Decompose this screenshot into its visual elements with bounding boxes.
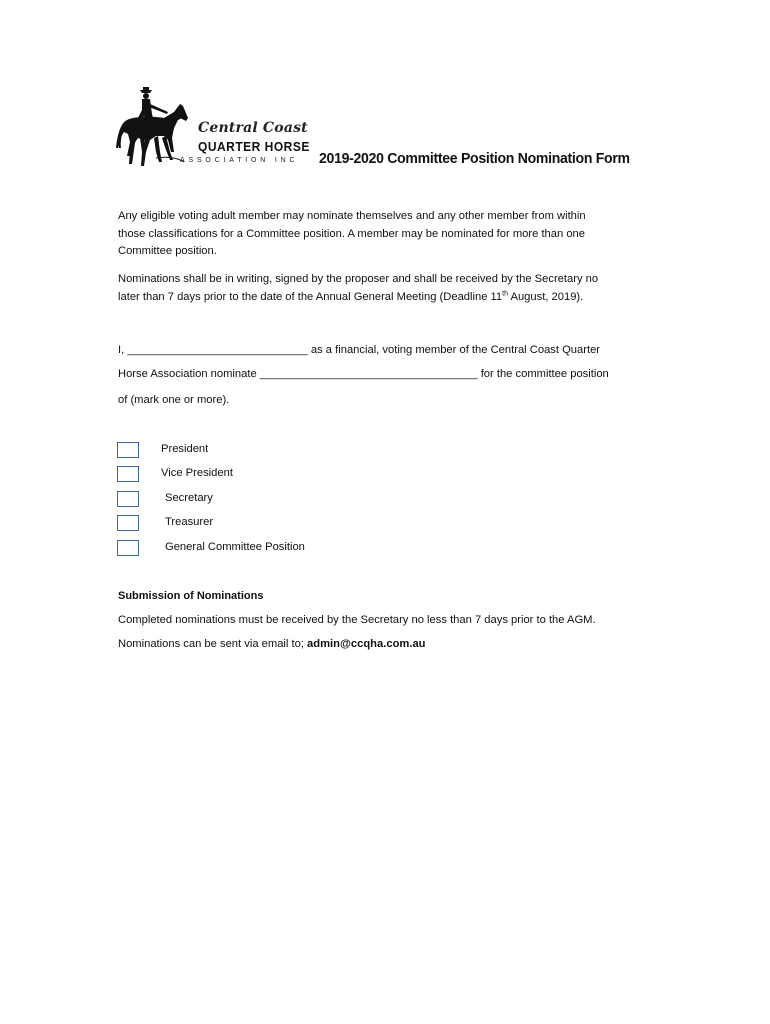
vice-president-checkbox[interactable] (117, 466, 139, 482)
nomination-line-2 (118, 368, 609, 380)
position-label: Vice President (161, 467, 233, 479)
intro-line: Any eligible voting adult member may nominate themselves and any other member from within (118, 210, 586, 222)
deadline-text-end: August, 2019). (508, 290, 584, 303)
nomination-line-3: of (mark one or more). (118, 394, 230, 406)
submission-email-link[interactable]: admin@ccqha.com.au (307, 638, 426, 650)
nomination-text: as a financial, voting member of the Central Coast Quarter (310, 344, 601, 356)
position-label: President (161, 443, 209, 455)
general-committee-checkbox[interactable] (117, 540, 139, 556)
intro-line: those classifications for a Committee position. A member may be nominated for more than one (118, 227, 585, 240)
logo-text-central-coast: Central Coast (198, 120, 308, 136)
intro-line-deadline (118, 289, 648, 307)
intro-line: Nominations shall be in writing, signed by the proposer and shall be received by the Secretary no (118, 273, 599, 285)
page-title: 2019-2020 Committee Position Nomination Form (319, 151, 630, 167)
treasurer-checkbox[interactable] (117, 515, 139, 531)
deadline-text: later than 7 days prior to the date of the Annual General Meeting (Deadline 11 (118, 290, 503, 303)
ordinal-suffix: th (502, 289, 508, 297)
submission-deadline-text: Completed nominations must be received by the Secretary no less than 7 days prior to the AGM. (118, 614, 596, 626)
intro-paragraph-deadline (118, 271, 648, 306)
submission-heading: Submission of Nominations (118, 590, 264, 602)
submission-email-prefix: Nominations can be sent via email to; (118, 638, 304, 650)
position-label: Treasurer (165, 516, 214, 528)
position-label: General Committee Position (165, 541, 305, 553)
position-label: Secretary (165, 492, 213, 504)
association-logo (116, 86, 310, 170)
logo-text-quarter-horse: QUARTER HORSE (198, 139, 310, 155)
nomination-text: for the committee position (480, 368, 609, 380)
intro-paragraph-eligibility (118, 208, 648, 261)
submission-email-line (118, 638, 426, 650)
nomination-text: Horse Association nominate (118, 368, 257, 380)
president-checkbox[interactable] (117, 442, 139, 458)
nominee-name-blank[interactable]: ___________________________________ (259, 368, 478, 380)
proposer-name-blank[interactable]: _____________________________ (127, 344, 308, 356)
nomination-prefix: I, (118, 344, 125, 356)
nomination-line-1 (118, 344, 600, 356)
secretary-checkbox[interactable] (117, 491, 139, 507)
logo-text-association: ASSOCIATION INC (180, 157, 299, 164)
intro-line: Committee position. (118, 245, 217, 257)
